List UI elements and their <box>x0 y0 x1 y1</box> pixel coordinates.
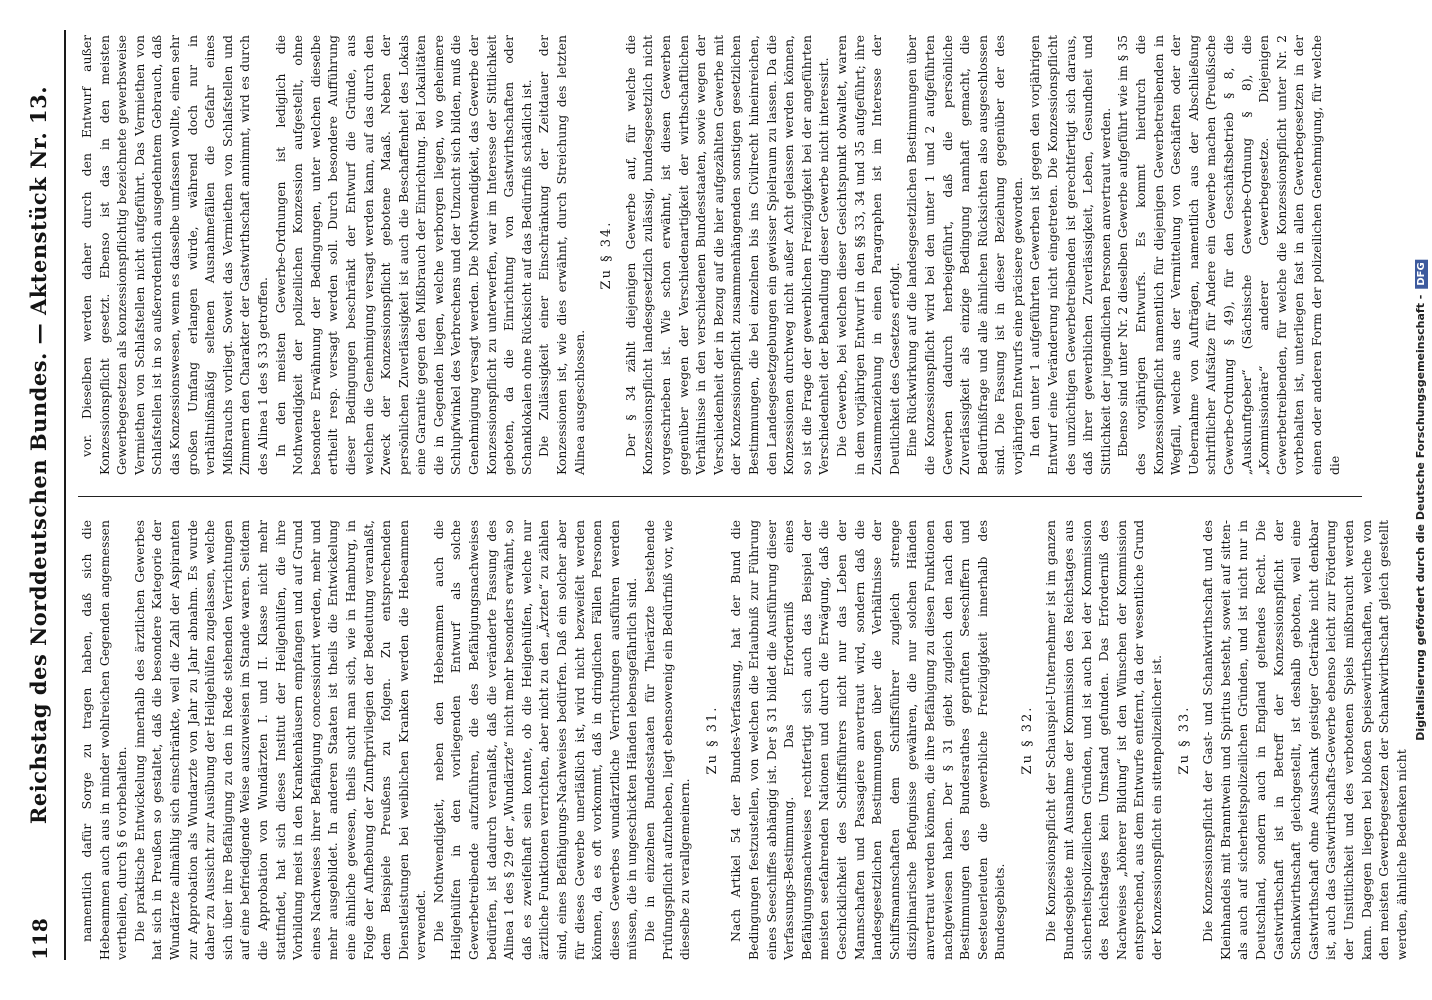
header-rule <box>64 30 66 960</box>
column-divider <box>78 496 1362 497</box>
paragraph: In den unter 1 aufgeführten Gewerben ist gegen den vorjährigen Entwurf eine Veränderung nicht eingetreten. Die Konzessionspflicht des unzüchtigen Gewerbetreibenden ist gerechtfertigt sich daraus, daß ihrer gewerblichen Zuverlässigkeit, Leben, Gesundheit und Sittlichkeit der jugendlichen Personen anvertraut werden. <box>1027 35 1113 475</box>
page-header <box>22 30 62 960</box>
paragraph: Die in einzelnen Bundesstaaten für Thierärzte bestehende Prüfungspflicht aufzuheben, liegt ebensowenig ein Bedürfniß vor, wie dieselbe zu verallgemeinern. <box>642 520 693 960</box>
paragraph: Nach Artikel 54 der Bundes-Verfassung, hat der Bund die Bedingungen festzustellen, von welchen die Erlaubniß zur Führung eines Seeschiffes abhängig ist. Der § 31 bildet die Ausführung dieser Verfassungs-Bestimmung. Das Erforderniß eines Befähigungsnachweises rechtfertigt sich auch das Beispiel der meisten seefahrenden Nationen und durch die Erwägung, daß die Geschicklichkeit des Schiffsführers nicht nur das Leben der Mannschaften und Passagiere anvertraut wird, sondern daß die landesgesetzlichen Bestimmungen über die Verhältnisse der Schiffsmannschaften dem Schiffsführer zugleich strenge disziplinarische Befugnisse gewähren, die nur solchen Händen anvertraut werden können, die ihre Befähigung zu diesen Funktionen nachgewiesen haben. Der § 31 giebt zugleich den nach den Bestimmungen des Bundesrathes geprüften Seeschiffern und Seesteuerleuten die gewerbliche Freizügigkeit innerhalb des Bundesgebiets. <box>728 520 1008 960</box>
paragraph: Der § 34 zählt diejenigen Gewerbe auf, für welche die Konzessionspflicht landesgesetzlich zulässig, bundesgesetzlich nicht vorgeschrieben ist. Wie schon erwähnt, ist diesen Gewerben gegenüber wegen der Verschiedenartigkeit der wirthschaftlichen Verhältnisse in den verschiedenen Bundesstaaten, sowie wegen der Verschiedenheit der in Bezug auf die hier aufgezählten Gewerbe mit der Konzessionspflicht zusammenhängenden sonstigen gesetzlichen Bestimmungen, die bei einzelnen bis ins Civilrecht hineinreichen, den Landesgesetzgebungen ein gewisser Spielraum zu lassen. Da die Konzessionen durchweg nicht außer Acht gelassen werden können, so ist die Frage der gewerblichen Freizügigkeit bei der angeführten Verschiedenheit der Behandlung dieser Gewerbe nicht interessirt. <box>622 35 832 475</box>
paragraph: namentlich dafür Sorge zu tragen haben, daß sich die Hebeammen auch aus in minder wohlreichen Gegenden angemessen vertheilen, durch § 6 vorbehalten. <box>79 520 130 960</box>
paragraph: Die Konzessionspflicht der Schauspiel-Unternehmer ist im ganzen Bundesgebiete mit Ausnahme der Kommission des Reichstages aus sicherheitspolizeilichen Gründen, und ist auch bei der Kommission des Reichstages kein Umstand gefunden. Das Erforderniß des Nachweises „höherer Bildung“ ist den Wünschen der Kommission entsprechend, aus dem Entwurfe entfernt, da der wesentliche Grund der Konzessionspflicht ein sittenpolizeilicher ist. <box>1043 520 1165 960</box>
left-column <box>78 520 1409 960</box>
credit-text: Digitalisierung gefördert durch die Deutsche Forschungsgemeinschaft - <box>1414 294 1427 741</box>
right-column <box>78 35 1362 475</box>
paragraph: In den meisten Gewerbe-Ordnungen ist lediglich die Nothwendigkeit der polizeilichen Konzession aufgestellt, ohne besondere Erwähnung der Bedingungen, unter welchen dieselbe ertheilt resp. versagt werden soll. Durch besondere Aufführung dieser Bedingungen beschränkt der Entwurf die Gründe, aus welchen die Genehmigung versagt werden kann, auf das durch den Zweck der Konzessionspflicht gebotene Maaß. Neben der persönlichen Zuverlässigkeit ist auch die Beschaffenheit des Lokals eine Garantie gegen den Mißbrauch der Einrichtung. Bei Lokalitäten die in Gegenden liegen, welche verborgen liegen, wo geheimere Schlupfwinkel des Verbrechens und der Unzucht sich bilden, muß die Genehmigung versagt werden. Die Nothwendigkeit, das Gewerbe der Konzessionspflicht zu unterwerfen, war im Interesse der Sittlichkeit geboten, da die Einrichtung von Gastwirthschaften oder Schanklokalen ohne Rücksicht auf das Bedürfniß schädlich ist. <box>272 35 534 475</box>
dfg-logo: DFG <box>1415 259 1428 288</box>
running-title: Reichstag des Norddeutschen Bundes. — Aktenstück Nr. 13. <box>26 85 51 825</box>
paragraph: Ebenso sind unter Nr. 2 dieselben Gewerbe aufgeführt wie im § 35 des vorjährigen Entwurfs. Es kommt hierdurch die Konzessionspflicht namentlich für diejenigen Gewerbetreibenden in Wegfall, welche aus der Vermittelung von Geschäften oder der Uebernahme von Aufträgen, namentlich aus der Abschließung schriftlicher Aufsätze für Andere ein Gewerbe machen (Preußische Gewerbe-Ordnung § 49), für den Geschäftsbetrieb § 8, die „Auskunftgeber“ (Sächsische Gewerbe-Ordnung § 8), die „Kommissionäre“ anderer Gewerbegesetze. Diejenigen Gewerbetreibenden, für welche die Konzessionspflicht unter Nr. 2 vorbehalten ist, unterliegen fast in allen Gewerbegesetzen in der einen oder anderen Form der polizeilichen Genehmigung, für welche die <box>1115 35 1342 475</box>
paragraph: Die Gewerbe, bei welchen dieser Gesichtspunkt obwaltet, waren in dem vorjährigen Entwurf in den §§ 33, 34 und 35 aufgeführt; ihre Zusammenziehung in einen Paragraphen ist im Interesse der Deutlichkeit des Gesetzes erfolgt. <box>833 35 902 475</box>
section-heading: Zu § 32. <box>1019 705 1035 775</box>
page-number: 118 <box>28 918 52 960</box>
section-heading: Zu § 33. <box>1176 705 1192 775</box>
paragraph: Eine Rückwirkung auf die landesgesetzlichen Bestimmungen über die Konzessionspflicht wird bei den unter 1 und 2 aufgeführten Gewerben dadurch herbeigeführt, daß die persönliche Zuverlässigkeit als einzige Bedingung namhaft gemacht, die Bedürfnißfrage und alle ähnlichen Rücksichten also ausgeschlossen sind. Die Fassung ist in dieser Beziehung gegenüber der des vorjährigen Entwurfs eine präcisere geworden. <box>904 35 1025 475</box>
section-heading: Zu § 31. <box>704 705 720 775</box>
paragraph: Die Konzessionspflicht der Gast- und Schankwirthschaft und des Kleinhandels mit Branntwein und Spiritus besteht, soweit auf sitten- als auch auf sicherheitspolizeilichen Gründen, und ist nicht nur in Deutschland, sondern auch in England geltendes Recht. Die Gastwirthschaft ist in Betreff der Konzessionspflicht der Schankwirthschaft gleichgestellt, ist deshalb geboten, weil eine Gastwirthschaft ohne Ausschank geistiger Getränke nicht denkbar ist, auch das Gastwirthschafts-Gewerbe ebenso leicht zur Förderung der Unsittlichkeit und des verbotenen Spiels mißbraucht werden kann. Dagegen liegen bei bloßen Speisewirthschaften, welche von den meisten Gewerbegesetzen der Schankwirthschaft gleich gestellt werden, ähnliche Bedenken nicht <box>1200 520 1409 960</box>
paragraph: vor. Dieselben werden daher durch den Entwurf außer Konzessionspflicht gesetzt. Ebenso ist das in den meisten Gewerbegesetzen als konzessionspflichtig bezeichnete gewerbsweise Vermiethen von Schlafstellen nicht aufgeführt. Das Vermiethen von Schlafstellen ist in so außerordentlich ausgedehntem Gebrauch, daß das Konzessionswesen, wenn es dasselbe umfassen wollte, einen sehr großen Umfang erlangen würde, während doch nur in verhältnißmäßig seltenen Ausnahmefällen die Gefahr eines Mißbrauchs vorliegt. Soweit das Vermiethen von Schlafstellen und Zimmern den Charakter der Gastwirthschaft annimmt, wird es durch des Alinea 1 des § 33 getroffen. <box>79 35 270 475</box>
section-heading: Zu § 34. <box>599 220 615 290</box>
paragraph: Die Zulässigkeit einer Einschränkung der Zeitdauer der Konzessionen ist, wie dies erwähnt, durch Streichung des letzten Alinea ausgeschlossen. <box>536 35 587 475</box>
paragraph: Die Nothwendigkeit, neben den Hebeammen auch die Heilgehülfen in den vorliegenden Entwurf als solche Gewerbetreibende aufzuführen, die des Befähigungsnachweises bedürfen, ist dadurch veranlaßt, daß die veränderte Fassung des Alinea 1 des § 29 der „Wundärzte“ nicht mehr besonders erwähnt, so daß es zweifelhaft sein konnte, ob die Heilgehülfen, welche nur ärztliche Funktionen verrichten, aber nicht zu den „Ärzten“ zu zählen sind, eines Befähigungs-Nachweises bedürfen. Daß ein solcher aber für dieses Gewerbe unerläßlich ist, wird nicht bezweifelt werden können, da es oft vorkommt, daß in dringlichen Fällen Personen dieses Gewerbes wundärztliche Verrichtungen ausführen werden müssen, die in ungeschickten Händen lebensgefährlich sind. <box>430 520 640 960</box>
paragraph: Die praktische Entwickelung innerhalb des ärztlichen Gewerbes hat sich in Preußen so gestaltet, daß die besondere Kategorie der Wundärzte allmählig sich einschränkte, weil die Zahl der Aspiranten zur Approbation als Wundarzte von Jahr zu Jahr abnahm. Es wurde daher zu Aussicht zur Ausübung der Heilgehülfen zugelassen, welche sich über ihre Befähigung zu den in Rede stehenden Verrichtungen auf eine befriedigende Weise auszuweisen im Stande waren. Seitdem die Approbation von Wundärzten I. und II. Klasse nicht mehr stattfindet, hat sich dieses Institut der Heilgehülfen, die ihre Vorbildung meist in den Krankenhäusern empfangen und auf Grund eines Nachweises ihrer Befähigung concessionirt werden, mehr und mehr ausgebildet. In anderen Staaten ist theils die Entwickelung eine ähnliche gewesen, theils sucht man sich, wie in Hamburg, in Folge der Aufhebung der Zunftprivilegien der Bedeutung veranlaßt, dem Beispiele Preußens zu folgen. Zu entsprechenden Dienstleistungen bei weiblichen Kranken werden die Hebeammen verwendet. <box>131 520 429 960</box>
